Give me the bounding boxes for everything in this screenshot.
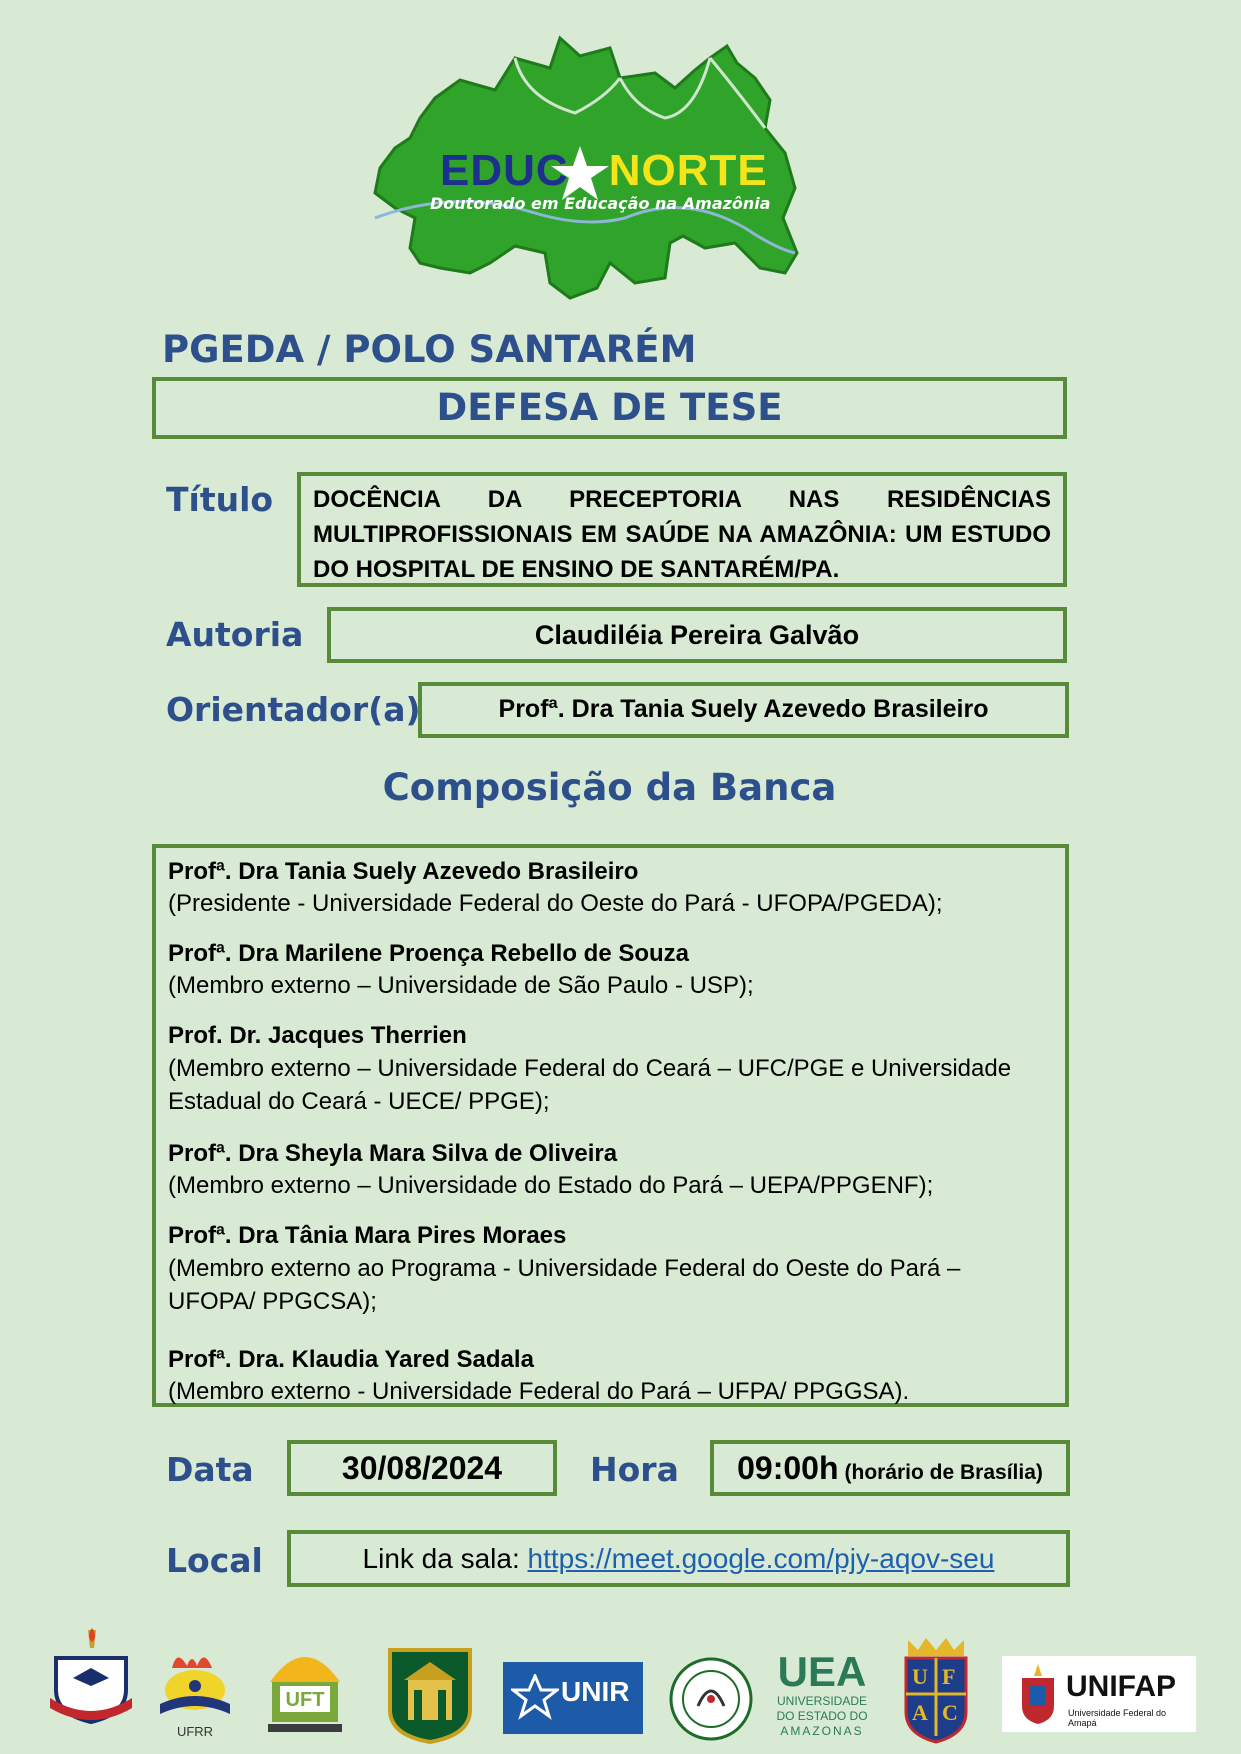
unir-logo: [503, 1662, 643, 1734]
data-value: 30/08/2024: [341, 1450, 503, 1486]
banca-member-name: Profª. Dra Sheyla Mara Silva de Oliveira: [168, 1140, 618, 1167]
unir-text: UNIR: [561, 1676, 630, 1707]
local-box: [287, 1530, 1070, 1587]
titulo-label: Título: [166, 480, 274, 519]
banca-member-name: Profª. Dra. Klaudia Yared Sadala: [168, 1346, 534, 1373]
unifap-sub: Universidade Federal do Amapá: [1068, 1708, 1167, 1728]
banca-box: [152, 844, 1069, 1407]
event-title: DEFESA DE TESE: [436, 386, 783, 429]
ufac-letter-a: A: [912, 1700, 928, 1725]
banca-member-name: Profª. Dra Tânia Mara Pires Moraes: [168, 1222, 567, 1249]
local-label: Local: [166, 1541, 263, 1580]
banca-member: [168, 938, 1053, 1020]
ufac-letter-u: U: [912, 1664, 928, 1689]
banca-member: [168, 856, 1053, 938]
data-box: [287, 1440, 557, 1496]
banca-member-name: Prof. Dr. Jacques Therrien: [168, 1022, 467, 1049]
uea-logo: [774, 1650, 870, 1744]
banca-member-name: Profª. Dra Tania Suely Azevedo Brasileiro: [168, 858, 639, 885]
ufpa-crest-icon: [48, 1628, 134, 1724]
banca-heading: Composição da Banca: [382, 766, 837, 809]
ufam-logo: [668, 1656, 754, 1742]
hora-box: [710, 1440, 1070, 1496]
hora-note: (horário de Brasília): [844, 1461, 1043, 1484]
banca-member: [168, 1220, 1053, 1344]
autoria-label: Autoria: [166, 615, 304, 654]
educ-text: EDUC: [440, 146, 569, 195]
uea-text: UEA: [777, 1648, 867, 1695]
hora-label: Hora: [590, 1450, 679, 1489]
banca-member: [168, 1020, 1053, 1138]
autoria-value: Claudiléia Pereira Galvão: [534, 620, 860, 650]
banca-member-name: Profª. Dra Marilene Proença Rebello de Souza: [168, 940, 690, 967]
svg-text:UFT: UFT: [285, 1689, 325, 1711]
banca-member-role: (Membro externo – Universidade Federal do Ceará – UFC/PGE e Universidade Estadual do Ceará - UECE/ PPGE);: [168, 1055, 1012, 1115]
titulo-box: [297, 472, 1067, 587]
uea-sub2: DO ESTADO DO: [776, 1709, 868, 1723]
unifap-logo: [1002, 1656, 1196, 1732]
banca-member-role: (Membro externo - Universidade Federal do Pará – UFPA/ PPGGSA).: [168, 1378, 910, 1405]
unifap-text: UNIFAP: [1066, 1670, 1177, 1703]
uft-sun-icon: [258, 1642, 352, 1738]
banca-member: [168, 1344, 1053, 1414]
hora-value: 09:00h: [737, 1450, 839, 1486]
ufam-seal-icon: [668, 1656, 754, 1742]
educanorte-logo: [365, 18, 865, 313]
unir-star-icon: [511, 1674, 559, 1722]
ufrr-logo: [152, 1648, 238, 1744]
ufac-letter-c: C: [942, 1700, 958, 1725]
autoria-box: [327, 607, 1067, 663]
orientador-value: Profª. Dra Tania Suely Azevedo Brasileiro: [498, 695, 989, 723]
educanorte-title: [440, 146, 820, 196]
unifap-crest-icon: [1016, 1662, 1060, 1726]
banca-member-role: (Membro externo ao Programa - Universidade Federal do Oeste do Pará – UFOPA/ PPGCSA);: [168, 1255, 961, 1315]
ufac-letter-f: F: [942, 1664, 956, 1689]
event-box: [152, 377, 1067, 439]
ufrr-text: UFRR: [176, 1724, 214, 1739]
program-title: PGEDA / POLO SANTARÉM: [162, 328, 697, 371]
ufrr-emblem-icon: [152, 1648, 238, 1720]
data-label: Data: [166, 1450, 254, 1489]
banca-member-role: (Presidente - Universidade Federal do Oeste do Pará - UFOPA/PGEDA);: [168, 890, 943, 917]
ufopa-crest-icon: [380, 1640, 480, 1744]
uea-sub1: UNIVERSIDADE: [776, 1694, 868, 1708]
uea-sub3: AMAZONAS: [780, 1724, 864, 1738]
orientador-box: [418, 682, 1069, 738]
banca-member: [168, 1138, 1053, 1220]
banca-member-role: (Membro externo – Universidade do Estado do Pará – UEPA/PPGENF);: [168, 1172, 934, 1199]
norte-text: NORTE: [608, 146, 768, 195]
titulo-value: DOCÊNCIA DA PRECEPTORIA NAS RESIDÊNCIAS MULTIPROFISSIONAIS EM SAÚDE NA AMAZÔNIA: UM ESTUDO DO HOSPITAL DE ENSINO DE SANTARÉM/PA.: [313, 486, 1051, 583]
local-prefix: Link da sala:: [362, 1543, 528, 1574]
ufpa-logo: [48, 1628, 134, 1724]
meeting-link[interactable]: https://meet.google.com/pjy-aqov-seu: [527, 1543, 995, 1574]
ufac-logo: [898, 1636, 974, 1744]
uft-logo: [258, 1642, 352, 1738]
educanorte-subtitle: Doutorado em Educação na Amazônia: [430, 194, 771, 213]
ufac-shield-icon: [898, 1636, 974, 1744]
banca-member-role: (Membro externo – Universidade de São Paulo - USP);: [168, 972, 754, 999]
ufopa-logo: [380, 1640, 480, 1744]
orientador-label: Orientador(a): [166, 690, 421, 729]
